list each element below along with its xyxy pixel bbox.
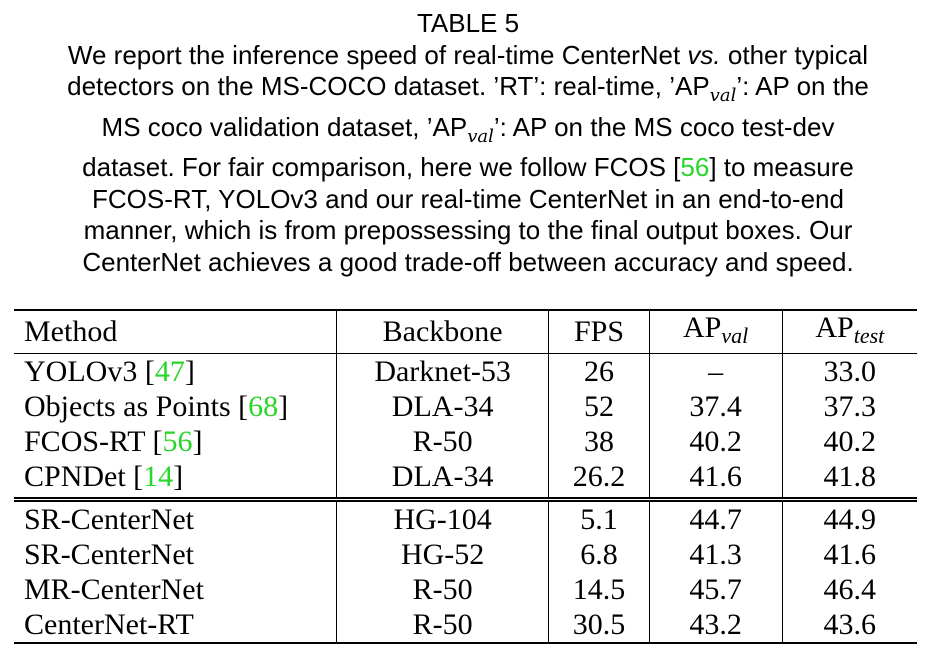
cell-ap-val: 41.6 (649, 459, 782, 500)
header-ap-test: $AP_{test}$ (782, 310, 917, 354)
cell-method: SR-CenterNet (14, 537, 336, 572)
citation-link[interactable]: 68 (248, 389, 279, 423)
table-row (14, 537, 917, 572)
table-row (14, 389, 917, 424)
cell-ap-test: 40.2 (823, 424, 877, 458)
cell-ap-val: – (649, 354, 782, 390)
cell-backbone: DLA-34 (336, 389, 549, 424)
cell-ap-test: 41.8 (782, 459, 917, 500)
cell-ap-val: 37.4 (649, 389, 782, 424)
cell-backbone: Darknet-53 (336, 354, 549, 390)
table-title: TABLE 5 (416, 8, 520, 38)
cell-method: YOLOv3 [47] (14, 354, 336, 390)
cell-fps: 6.8 (549, 537, 649, 572)
cell-ap-test: 43.6 (782, 607, 917, 643)
citation-link[interactable]: 56 (680, 152, 710, 182)
cell-backbone: HG-52 (336, 537, 549, 572)
table-row (14, 424, 917, 459)
cell-method: CenterNet-RT (14, 607, 336, 643)
cell-ap-val: 44.7 (649, 500, 782, 538)
citation-link[interactable]: 14 (143, 459, 174, 493)
cell-backbone: R-50 (336, 572, 549, 607)
caption-line-2: detectors on the MS-COCO dataset. ’RT’: real-time, $’AP_{val}$’: AP on the (67, 71, 869, 106)
cell-backbone: HG-104 (336, 500, 549, 538)
cell-fps: 52 (549, 389, 649, 424)
cell-ap-val: 43.2 (649, 607, 782, 643)
caption-subscript: val (467, 125, 494, 147)
caption-vs: vs. (687, 39, 721, 70)
cell-backbone: R-50 (336, 607, 549, 643)
cell-method: FCOS-RT [56] (14, 424, 336, 459)
citation-link[interactable]: 47 (154, 354, 185, 388)
cell-method: CPNDet [14] (14, 459, 336, 500)
cell-method: SR-CenterNet (14, 500, 336, 538)
table-row (14, 607, 917, 643)
table-row (14, 500, 917, 538)
header-ap-val: $AP_{val}$ (649, 310, 782, 354)
cell-fps: 26.2 (549, 459, 649, 500)
table-row (14, 572, 917, 607)
citation-link[interactable]: 56 (162, 424, 193, 458)
cell-fps: 30.5 (549, 607, 649, 643)
header-backbone: Backbone (336, 310, 549, 354)
table-row (14, 354, 917, 390)
cell-fps: 38 (549, 424, 649, 459)
caption-line-4: dataset. For fair comparison, here we follow FCOS [56] to measure (82, 152, 854, 182)
cell-fps: 5.1 (549, 500, 649, 538)
cell-method: MR-CenterNet (14, 572, 336, 607)
caption-line-6: manner, which is from prepossessing to the final output boxes. Our (83, 215, 853, 245)
cell-method: Objects as Points [68] (14, 389, 336, 424)
table-row (14, 459, 917, 500)
header-method: Method (14, 310, 336, 354)
table-caption (0, 8, 936, 278)
cell-ap-test: 37.3 (823, 389, 877, 423)
caption-subscript: val (709, 85, 737, 106)
header-row (14, 310, 917, 354)
caption-line-1: We report the inference speed of real-time CenterNet vs. other typical (67, 39, 869, 70)
caption-line-5: FCOS-RT, YOLOv3 and our real-time CenterNet in an end-to-end (92, 183, 844, 214)
cell-ap-test: 41.6 (823, 537, 877, 571)
results-table (14, 309, 917, 644)
cell-ap-test: 46.4 (823, 572, 877, 606)
caption-line-3: MS coco validation dataset, $’AP_{val}$’: AP on the MS coco test-dev (101, 111, 835, 147)
caption-line-7: CenterNet achieves a good trade-off between accuracy and speed. (82, 246, 854, 277)
cell-ap-val: 40.2 (649, 424, 782, 459)
cell-ap-val: 41.3 (649, 537, 782, 572)
cell-ap-test: 44.9 (823, 502, 877, 536)
cell-backbone: DLA-34 (336, 459, 549, 500)
cell-backbone: R-50 (336, 424, 549, 459)
cell-ap-val: 45.7 (649, 572, 782, 607)
header-fps: FPS (549, 310, 649, 354)
cell-fps: 14.5 (549, 572, 649, 607)
cell-ap-test: 33.0 (823, 354, 877, 388)
cell-fps: 26 (549, 354, 649, 390)
